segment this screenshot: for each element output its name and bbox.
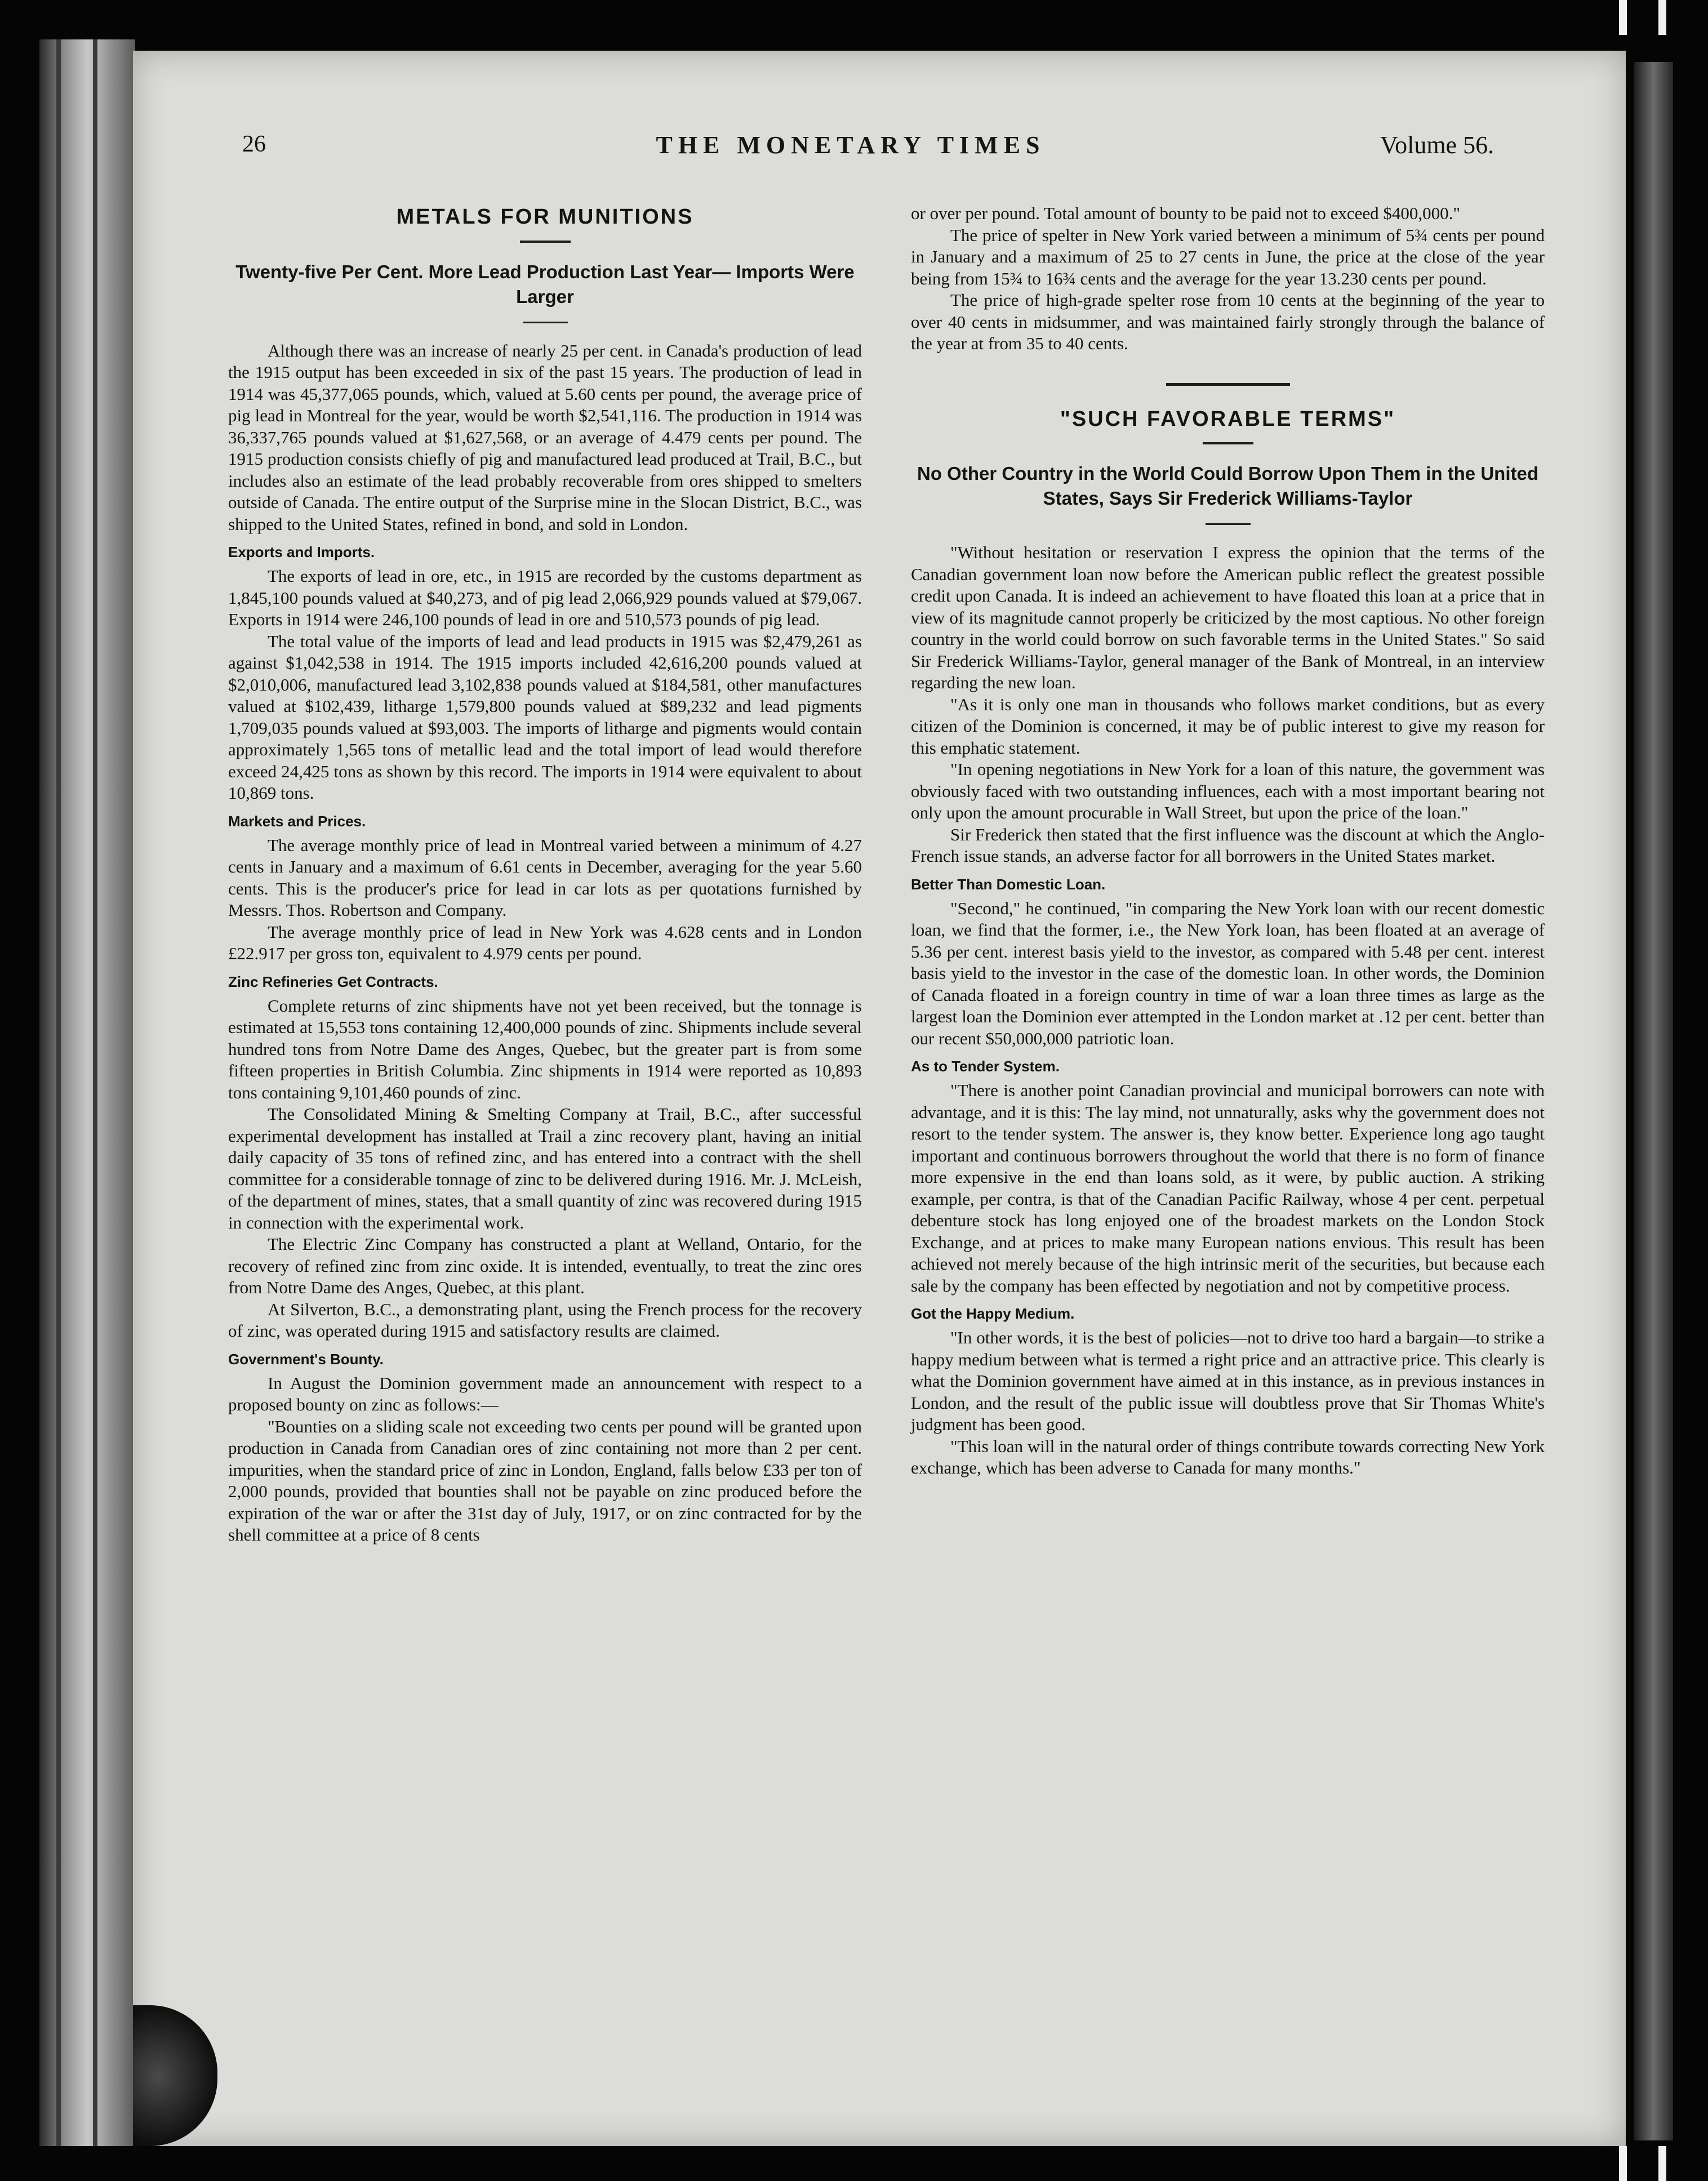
section-heading: Better Than Domestic Loan. bbox=[911, 875, 1106, 893]
film-mark-bottom-right bbox=[1658, 2146, 1666, 2181]
title-rule bbox=[520, 241, 571, 243]
section-heading: As to Tender System. bbox=[911, 1058, 1060, 1075]
paragraph: In August the Dominion government made an announcement with respect to a proposed bounty on zinc as follows:— bbox=[228, 1373, 862, 1414]
paragraph: "As it is only one man in thousands who follows market conditions, but as every citizen of the Dominion is concerned, it may be of public interest to give my reason for this emphatic statement. bbox=[911, 694, 1545, 758]
paragraph: The total value of the imports of lead and lead products in 1915 was $2,479,261 as against $1,042,538 in 1914. The 1915 imports included 42,616,200 pounds valued at $2,010,006, manufactured lead 3,102,838 pounds valued at $184,581, other manufactures valued at $102,439, litharge 1,579,800 pounds valued at $89,232 and lead pigments 1,709,035 pounds valued at $93,003. The imports of litharge and pigments would contain approximately 1,565 tons of metallic lead and the total import of lead would therefore exceed 24,425 tons as shown by this record. The imports in 1914 were equivalent to about 10,869 tons. bbox=[228, 631, 862, 803]
deck-rule bbox=[523, 322, 568, 323]
facing-page-edge bbox=[1634, 62, 1673, 2140]
section-heading: Markets and Prices. bbox=[228, 812, 366, 830]
article-title: METALS FOR MUNITIONS bbox=[396, 205, 694, 229]
paragraph: The price of spelter in New York varied between a minimum of 5¾ cents per pound in January and a maximum of 25 to 27 cents in June, the price at the close of the year being from 15¾ to 16¾ cents and the average for the year 13.230 cents per pound. bbox=[911, 225, 1545, 288]
paragraph: At Silverton, B.C., a demonstrating plant, using the French process for the recovery of zinc, was operated during 1915 and satisfactory results are claimed. bbox=[228, 1299, 862, 1341]
page-number: 26 bbox=[242, 131, 266, 157]
continued-paragraph: or over per pound. Total amount of bounty to be paid not to exceed $400,000." bbox=[911, 203, 1461, 223]
paragraph: Complete returns of zinc shipments have not yet been received, but the tonnage is estimated at 15,553 tons containing 12,400,000 pounds of zinc. Shipments include several hundred tons from Notre Dame des Anges, Quebec, but the greater part is from some fifteen properties in British Columbia. Zinc shipments in 1914 were reported as 10,893 tons containing 9,101,460 pounds of zinc. bbox=[228, 995, 862, 1102]
deck-rule bbox=[1206, 523, 1251, 525]
film-mark-top-right bbox=[1658, 0, 1666, 35]
paragraph: "In opening negotiations in New York for a loan of this nature, the government was obviously faced with two outstanding influences, each with a most important bearing not only upon the amount procurable in Wall Street, but upon the price of the loan." bbox=[911, 759, 1545, 822]
section-heading: Zinc Refineries Get Contracts. bbox=[228, 973, 438, 990]
section-heading: Exports and Imports. bbox=[228, 544, 375, 560]
film-mark-bottom-left bbox=[1619, 2146, 1627, 2181]
volume-label: Volume 56. bbox=[1380, 131, 1494, 159]
paragraph: The average monthly price of lead in Montreal varied between a minimum of 4.27 cents in January and a maximum of 6.61 cents in December, averaging for the year 5.60 cents. This is the producer's price for lead in car lots as per quotations furnished by Messrs. Thos. Robertson and Company. bbox=[228, 835, 862, 920]
paragraph: The average monthly price of lead in New York was 4.628 cents and in London £22.917 per gross ton, equivalent to 4.979 cents per pound. bbox=[228, 922, 862, 963]
paragraph: "There is another point Canadian provincial and municipal borrowers can note with advantage, and it is this: The lay mind, not unnaturally, asks why the government does not resort to the tender system. The answer is, they know better. Experience long ago taught important and continuous borrowers throughout the world that there is no form of finance more expensive in the end than loans sold, as it were, by public auction. A striking example, per contra, is that of the Canadian Pacific Railway, whose 4 per cent. perpetual debenture stock has long enjoyed one of the broadest markets on the London Stock Exchange, and at prices to make many European nations envious. This result has been achieved not merely because of the high intrinsic merit of the securities, but because each sale by the company has been effected by negotiation and not by competitive process. bbox=[911, 1080, 1545, 1296]
paragraph: Sir Frederick then stated that the first influence was the discount at which the Anglo-French issue stands, an adverse factor for all borrowers in the United States market. bbox=[911, 824, 1545, 866]
paragraph: "Bounties on a sliding scale not exceeding two cents per pound will be granted upon production in Canada from Canadian ores of zinc containing not more than 2 per cent. impurities, when the standard price of zinc in London, England, falls below £33 per ton of 2,000 pounds, provided that bounties shall not be payable on zinc produced before the expiration of the war or after the 31st day of July, 1917, or on zinc contracted for by the shell committee at a price of 8 cents bbox=[228, 1416, 862, 1544]
paragraph: The price of high-grade spelter rose from 10 cents at the beginning of the year to over 40 cents in midsummer, and was maintained fairly strongly through the balance of the year at from 35 to 40 cents. bbox=[911, 290, 1545, 353]
paragraph: "This loan will in the natural order of things contribute towards correcting New York exchange, which has been adverse to Canada for many months." bbox=[911, 1436, 1545, 1477]
journal-title: THE MONETARY TIMES bbox=[656, 131, 1046, 159]
book-binding bbox=[39, 39, 135, 2146]
paragraph: "Without hesitation or reservation I express the opinion that the terms of the Canadian government loan now before the American public reflect the greatest possible credit upon Canada. It is indeed an achievement to have floated this loan at a price that in view of its magnitude cannot properly be criticized by the most captious. No other foreign country in the world could borrow on such favorable terms in the United States." So said Sir Frederick Williams-Taylor, general manager of the Bank of Montreal, in an interview regarding the new loan. bbox=[911, 542, 1545, 692]
film-mark-top-left bbox=[1619, 0, 1627, 35]
paragraph: "Second," he continued, "in comparing the New York loan with our recent domestic loan, we find that the former, i.e., the New York loan, has been floated at an average of 5.36 per cent. interest basis yield to the investor, as compared with 5.48 per cent. interest basis yield to the investor in the case of the domestic loan. In other words, the Dominion of Canada floated in a foreign country in time of war a loan three times as large as the largest loan the Dominion ever attempted in the London market at .12 per cent. better than our recent $50,000,000 patriotic loan. bbox=[911, 898, 1545, 1048]
article-title: "SUCH FAVORABLE TERMS" bbox=[1060, 407, 1396, 431]
article-separator bbox=[1166, 383, 1290, 386]
article-deck: No Other Country in the World Could Borrow Upon Them in the United States, Says Sir Frederick Williams-Taylor bbox=[917, 463, 1538, 509]
paragraph: The Consolidated Mining & Smelting Company at Trail, B.C., after successful experimental development has installed at Trail a zinc recovery plant, having an initial daily capacity of 35 tons of refined zinc, and has entered into a contract with the shell committee for a considerable tonnage of zinc to be delivered during 1916. Mr. J. McLeish, of the department of mines, states, that a small quantity of zinc was recovered during 1915 in connection with the experimental work. bbox=[228, 1104, 862, 1232]
article-deck: Twenty-five Per Cent. More Lead Production Last Year— Imports Were Larger bbox=[235, 261, 855, 307]
paragraph: "In other words, it is the best of policies—not to drive too hard a bargain—to strike a happy medium between what is termed a right price and an attractive price. This clearly is what the Dominion government have aimed at in this instance, as in previous instances in London, and the result of the public issue will doubtless prove that Sir Thomas White's judgment has been good. bbox=[911, 1328, 1545, 1434]
paragraph: The exports of lead in ore, etc., in 1915 are recorded by the customs department as 1,845,100 pounds valued at $40,273, and of pig lead 2,066,929 pounds valued at $79,067. Exports in 1914 were 246,100 pounds of lead in ore and 510,573 pounds of pig lead. bbox=[228, 566, 862, 629]
paragraph: The Electric Zinc Company has constructed a plant at Welland, Ontario, for the recovery of refined zinc from zinc oxide. It is intended, eventually, to treat the zinc ores from Notre Dame des Anges, Quebec, at this plant. bbox=[228, 1234, 862, 1297]
section-heading: Government's Bounty. bbox=[228, 1350, 384, 1368]
title-rule bbox=[1203, 442, 1253, 444]
intro-paragraph: Although there was an increase of nearly 25 per cent. in Canada's production of lead the 1915 output has been exceeded in six of the past 15 years. The production of lead in 1914 was 45,377,065 pounds, which, valued at 5.60 cents per pound, the average price of pig lead in Montreal for the year, would be worth $2,541,116. The production in 1914 was 36,337,765 pounds valued at $1,627,568, or an average of 4.479 cents per pound. The 1915 production consists chiefly of pig and manufactured lead produced at Trail, B.C., but includes also an estimate of the lead probably recoverable from ores shipped to smelters outside of Canada. The entire output of the Surprise mine in the Slocan District, B.C., was shipped to the United States, refined in bond, and sold in London. bbox=[228, 340, 862, 534]
right-column bbox=[911, 203, 1545, 1479]
section-heading: Got the Happy Medium. bbox=[911, 1305, 1075, 1322]
left-column bbox=[228, 203, 862, 1546]
